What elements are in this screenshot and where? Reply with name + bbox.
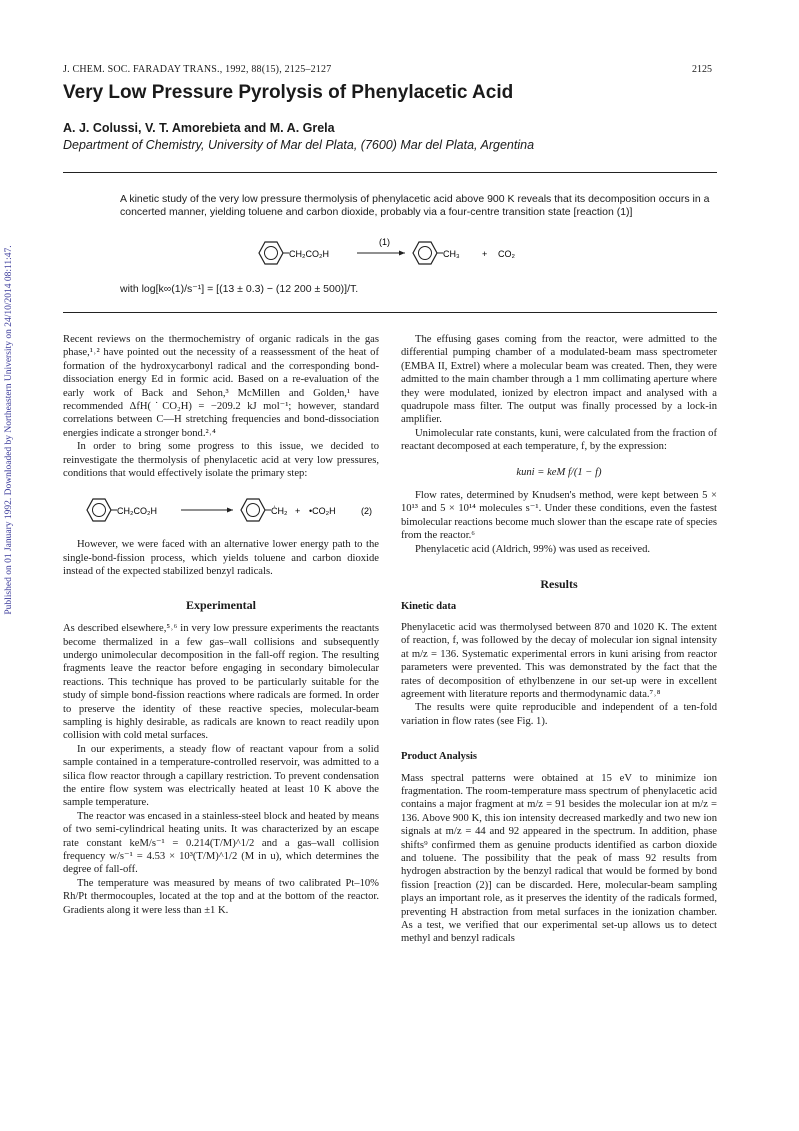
abstract-rule xyxy=(63,312,717,313)
reaction-1-product-toluene: CH₃ xyxy=(443,249,460,259)
rate-expression: with log[k∞(1)/s⁻¹] = [(13 ± 0.3) − (12 200 ± 500)]/T. xyxy=(120,283,359,295)
intro-paragraph-1: Recent reviews on the thermochemistry of organic radicals in the gas phase,¹˒² have pointed out the necessity of a reassessment of the heat of formation of the hydroxycarbonyl radical and the corresponding bond-dissociation energy Ed in formic acid. Based on a re-evaluation of the early work of Back and Sehon,³ McMillen and Golden,¹ have recommended ΔfH(˙CO₂H) = −209.2 kJ mol⁻¹; however, standard correlations between C—H stretching frequencies and bond-dissociation energies indicate a stronger bond.²˒⁴ xyxy=(63,334,379,439)
results-paragraph-3: Mass spectral patterns were obtained at 15 eV to minimize ion fragmentation. The room-temperature mass spectrum of phenylacetic acid contains a major fragment at m/z = 91 besides the molecular ion at m/z = 136. Above 900 K, this ion intensity decreased markedly and two new ion signals at m/z = 44 and 92 appeared in the spectrum. In addition, phase shifts⁹ confirmed them as genuine products identified as carbon dioxide and toluene. The possibility that the peak of mass 92 results from hydrogen abstraction by the benzyl radical that would be formed by bond fission [reaction (2)] can be discarded. Here, molecular-beam sampling plays an important role, as it preserves the identity of the radicals formed, preventing H abstraction from metal surfaces in the ionization chamber. As a test, we verified that our experimental set-up allows us to detect methyl and benzyl radicals xyxy=(401,772,717,945)
reaction-1-product-co2: CO₂ xyxy=(498,249,515,259)
left-column xyxy=(63,333,379,917)
intro-paragraph-3: However, we were faced with an alternative lower energy path to the single-bond-fission process, which yields toluene and carbon dioxide instead of the expected stabilized benzyl radicals. xyxy=(63,539,379,578)
abstract-text: A kinetic study of the very low pressure thermolysis of phenylacetic acid above 900 K reveals that its decomposition occurs in a concerted manner, yielding toluene and carbon dioxide, probably via a four-centre transition state [reaction (1)] xyxy=(120,193,710,218)
reaction-2-plus: + xyxy=(295,506,301,517)
reaction-1-label: (1) xyxy=(379,237,390,247)
results-paragraph-1: Phenylacetic acid was thermolysed between 870 and 1020 K. The extent of reaction, f, was followed by the decay of molecular ion signal intensity at m/z = 136. Systematic experimental errors in kuni arising from reactor parameters were prevented. This was demonstrated by the fact that the rates of decomposition of ethylbenzene in our set-up were in excellent agreement with literature reports and thermodynamic data.⁷˒⁸ xyxy=(401,621,717,700)
top-rule xyxy=(63,172,717,173)
benzene-ring-product xyxy=(413,242,437,264)
experimental-paragraph-1: As described elsewhere,⁵˒⁶ in very low pressure experiments the reactants become thermalized in a few gas–wall collisions and subsequently undergo unimolecular decomposition in the fall-off region. The resulting fragments leave the reactor before engaging in secondary bimolecular reactions. This technique has proved to be particularly suitable for the study of simple bond-fission reactions where radicals are formed. In order to preserve the identity of these reactive species, molecular-beam sampling is highly desirable, as radicals are known to react readily upon collision with cold metal surfaces. xyxy=(63,623,379,742)
reaction-2-label: (2) xyxy=(361,506,372,517)
experimental-paragraph-5: The effusing gases coming from the reactor, were admitted to the differential pumping chamber of a modulated-beam mass spectrometer (EMBA II, Extrel) where a molecular beam was created. Then, they were admitted to the main chamber through a 1 mm collimating aperture where they were modulated, ionized by electron impact and analysed with a quadrupole mass filter. The output was finally processed by a lock-in amplifier. xyxy=(401,334,717,426)
experimental-paragraph-3: The reactor was encased in a stainless-steel block and heated by means of two semi-cylindrical heating units. It was characterized by an escape rate constant keM/s⁻¹ = 0.214(T/M)^1/2 and a gas–wall collision frequency w/s⁻¹ = 4.53 × 10³(T/M)^1/2 (M in u), which determines the degree of fall-off. xyxy=(63,810,379,876)
subsection-heading-product-analysis: Product Analysis xyxy=(401,751,477,763)
experimental-paragraph-2: In our experiments, a steady flow of reactant vapour from a solid sample contained in a temperature-controlled reservoir, was admitted to a silica flow reactor through a capillary restriction. To prevent condensation the entire flow system was electrically heated at least 10 K above the sample temperature. xyxy=(63,743,379,809)
subsection-heading-kinetic-data: Kinetic data xyxy=(401,600,457,612)
author-list: A. J. Colussi, V. T. Amorebieta and M. A. Grela xyxy=(63,121,335,135)
benzene-ring-reactant xyxy=(259,242,283,264)
results-paragraph-2: The results were quite reproducible and independent of a ten-fold variation in flow rates (see Fig. 1). xyxy=(401,702,717,727)
intro-paragraph-2: In order to bring some progress to this issue, we decided to reinvestigate the thermolysis of phenylacetic acid at very low pressures, conditions that would effectively isolate the primary step: xyxy=(63,441,379,480)
reaction-2-product-benzyl: ĊH₂ xyxy=(271,506,288,517)
download-watermark xyxy=(2,150,16,710)
experimental-paragraph-6: Unimolecular rate constants, kuni, were calculated from the fraction of reactant decomposed at each temperature, f, by the expression: xyxy=(401,427,717,453)
experimental-paragraph-7: Flow rates, determined by Knudsen's method, were kept between 5 × 10¹³ and 5 × 10¹⁴ molecules s⁻¹. Under these conditions, even the fastest bimolecular reactions become much slower than the escape rate of species from the reactor.⁶ xyxy=(401,490,717,542)
page-number: 2125 xyxy=(692,64,712,75)
reaction-1-reactant: CH₂CO₂H xyxy=(289,249,329,259)
benzene-ring-product xyxy=(241,499,265,521)
paper-title: Very Low Pressure Pyrolysis of Phenylacetic Acid xyxy=(63,82,514,103)
right-column xyxy=(401,333,717,946)
reaction-2-product-radical: •CO₂H xyxy=(309,506,336,517)
section-heading-experimental: Experimental xyxy=(186,597,256,612)
reaction-2-scheme xyxy=(63,488,379,532)
affiliation: Department of Chemistry, University of Mar del Plata, (7600) Mar del Plata, Argentina xyxy=(63,138,535,152)
benzene-ring-reactant xyxy=(87,499,111,521)
reaction-1-scheme xyxy=(255,236,535,272)
reaction-1-plus: + xyxy=(482,249,488,259)
journal-citation: J. CHEM. SOC. FARADAY TRANS., 1992, 88(15), 2125–2127 xyxy=(63,64,332,75)
rate-constant-formula: kuni = keM f/(1 − f) xyxy=(516,466,602,478)
reaction-2-reactant: CH₂CO₂H xyxy=(117,506,157,517)
experimental-paragraph-4: The temperature was measured by means of two calibrated Pt–10% Rh/Pt thermocouples, located at the top and at the bottom of the reactor. Gradients along it were less than ±1 K. xyxy=(63,877,379,916)
download-note: Published on 01 January 1992. Downloaded by Northeastern University on 24/10/2014 08:11:47. xyxy=(4,245,14,615)
experimental-paragraph-8: Phenylacetic acid (Aldrich, 99%) was used as received. xyxy=(415,543,651,555)
section-heading-results: Results xyxy=(540,577,578,592)
